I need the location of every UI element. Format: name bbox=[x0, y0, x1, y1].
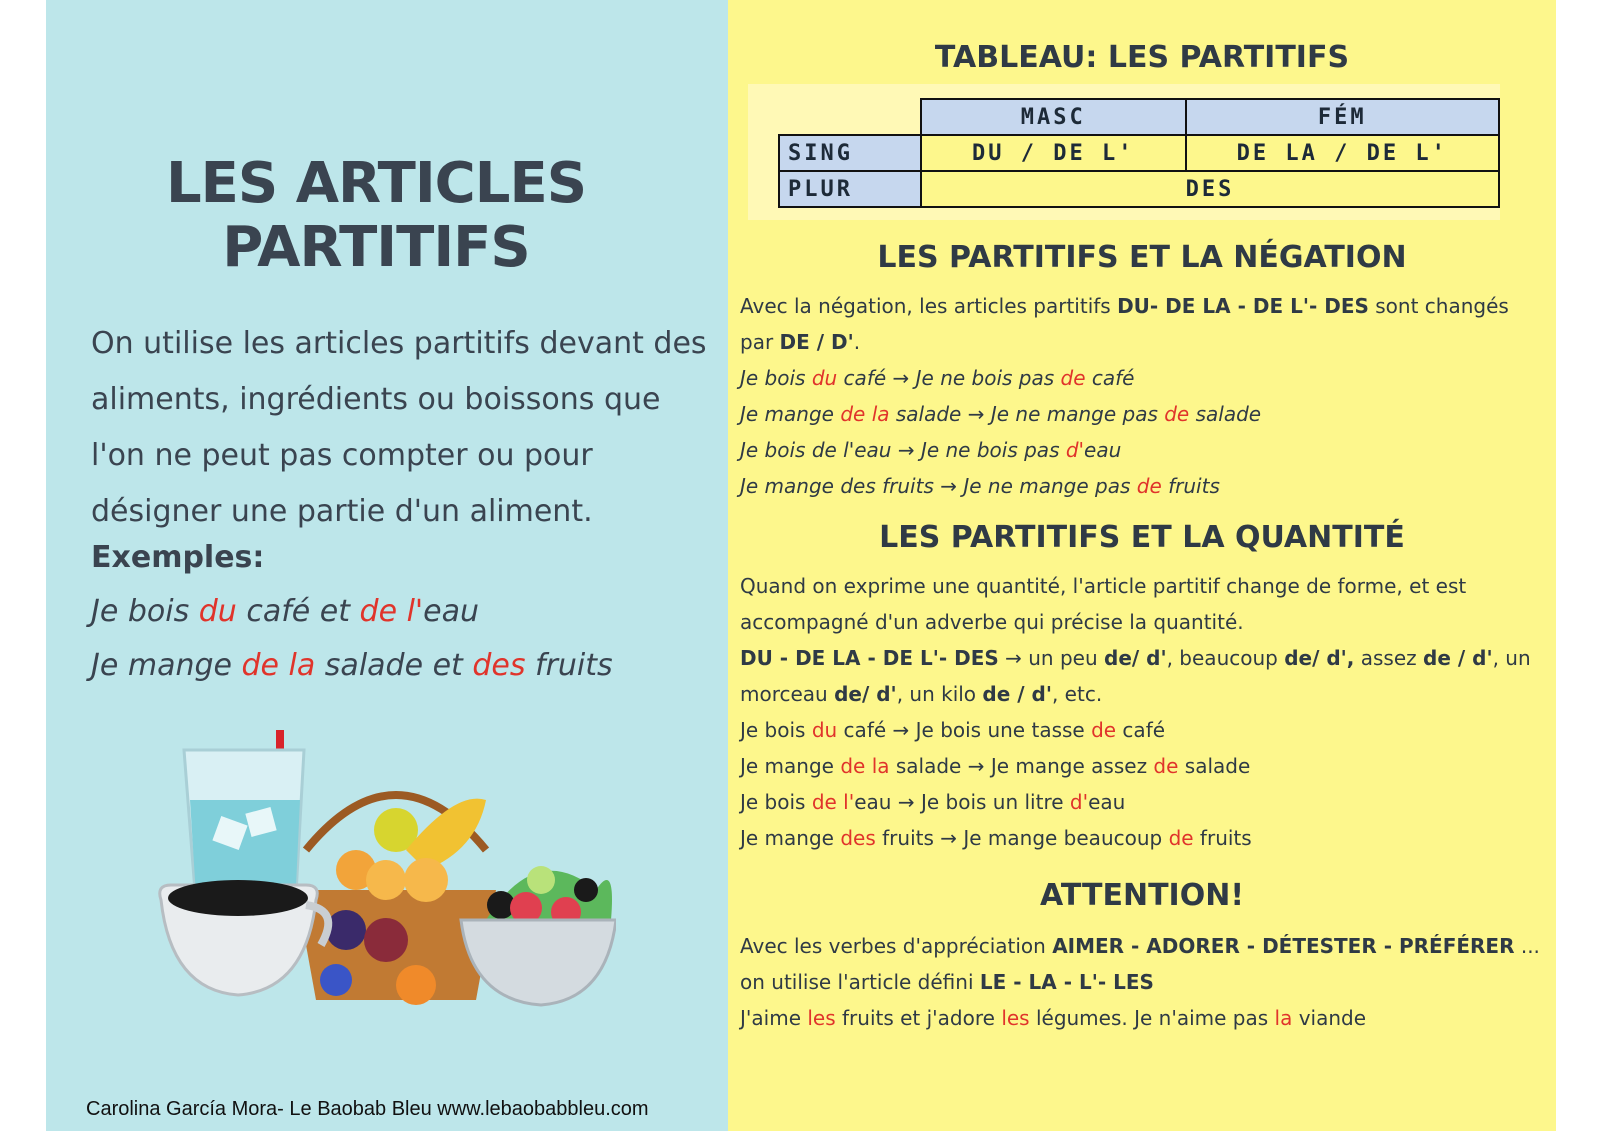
quantite-example-4: Je mange des fruits → Je mange beaucoup de fruits bbox=[740, 826, 1252, 850]
attention-text: Avec les verbes d'appréciation AIMER - ADORER - DÉTESTER - PRÉFÉRER ... on utilise l'article défini LE - LA - L'- LES bbox=[740, 934, 1540, 994]
col-fem: FÉM bbox=[1186, 99, 1499, 135]
negation-intro: Avec la négation, les articles partitifs DU- DE LA - DE L'- DES sont changés par DE / D'. bbox=[740, 294, 1509, 354]
right-panel bbox=[728, 0, 1556, 1131]
quantite-example-2: Je mange de la salade → Je mange assez de salade bbox=[740, 754, 1251, 778]
negation-title: LES PARTITIFS ET LA NÉGATION bbox=[877, 240, 1407, 275]
partitifs-table-area bbox=[748, 84, 1500, 220]
left-panel bbox=[46, 0, 728, 1131]
salad-bowl-icon bbox=[461, 866, 616, 1005]
intro-text: On utilise les articles partitifs devant des aliments, ingrédients ou boissons que l'on ne peut pas compter ou pour désigner une partie d'un aliment. bbox=[91, 326, 707, 529]
cell-plur: DES bbox=[921, 171, 1499, 207]
quantite-intro: Quand on exprime une quantité, l'article partitif change de forme, et est accompagné d'un adverbe qui précise la quantité. bbox=[740, 574, 1467, 634]
title-line-2: PARTITIFS bbox=[222, 215, 530, 280]
table-title: TABLEAU: LES PARTITIFS bbox=[934, 40, 1350, 75]
coffee-cup-icon bbox=[160, 880, 329, 995]
example-2: Je mange de la salade et des fruits bbox=[91, 648, 613, 683]
quantite-example-3: Je bois de l'eau → Je bois un litre d'eau bbox=[740, 790, 1126, 814]
partitifs-table bbox=[778, 98, 1500, 208]
col-masc: MASC bbox=[921, 99, 1186, 135]
quantite-example-1: Je bois du café → Je bois une tasse de café bbox=[740, 718, 1166, 742]
attention-example: J'aime les fruits et j'adore les légumes. Je n'aime pas la viande bbox=[740, 1006, 1367, 1030]
row-sing: SING bbox=[779, 135, 921, 171]
credit-line: Carolina García Mora- Le Baobab Bleu www.lebaobabbleu.com bbox=[86, 1098, 649, 1120]
negation-example-2: Je mange de la salade → Je ne mange pas de salade bbox=[740, 402, 1262, 426]
examples-label: Exemples: bbox=[91, 540, 265, 575]
food-illustration bbox=[156, 730, 616, 1030]
example-1: Je bois du café et de l'eau bbox=[91, 594, 480, 629]
cell-sing-masc: DU / DE L' bbox=[921, 135, 1186, 171]
quantite-title: LES PARTITIFS ET LA QUANTITÉ bbox=[879, 520, 1405, 555]
quantite-rule: DU - DE LA - DE L'- DES → un peu de/ d', beaucoup de/ d', assez de / d', un morceau de/ d', un kilo de / d', etc. bbox=[740, 646, 1531, 706]
cell-sing-fem: DE LA / DE L' bbox=[1186, 135, 1499, 171]
attention-title: ATTENTION! bbox=[1039, 878, 1245, 913]
fruit-basket-icon bbox=[296, 795, 496, 1005]
row-plur: PLUR bbox=[779, 171, 921, 207]
negation-example-4: Je mange des fruits → Je ne mange pas de fruits bbox=[740, 474, 1220, 498]
negation-example-3: Je bois de l'eau → Je ne bois pas d'eau bbox=[740, 438, 1122, 462]
title-line-1: LES ARTICLES bbox=[165, 151, 587, 216]
page-title bbox=[46, 152, 706, 280]
negation-example-1: Je bois du café → Je ne bois pas de café bbox=[740, 366, 1135, 390]
